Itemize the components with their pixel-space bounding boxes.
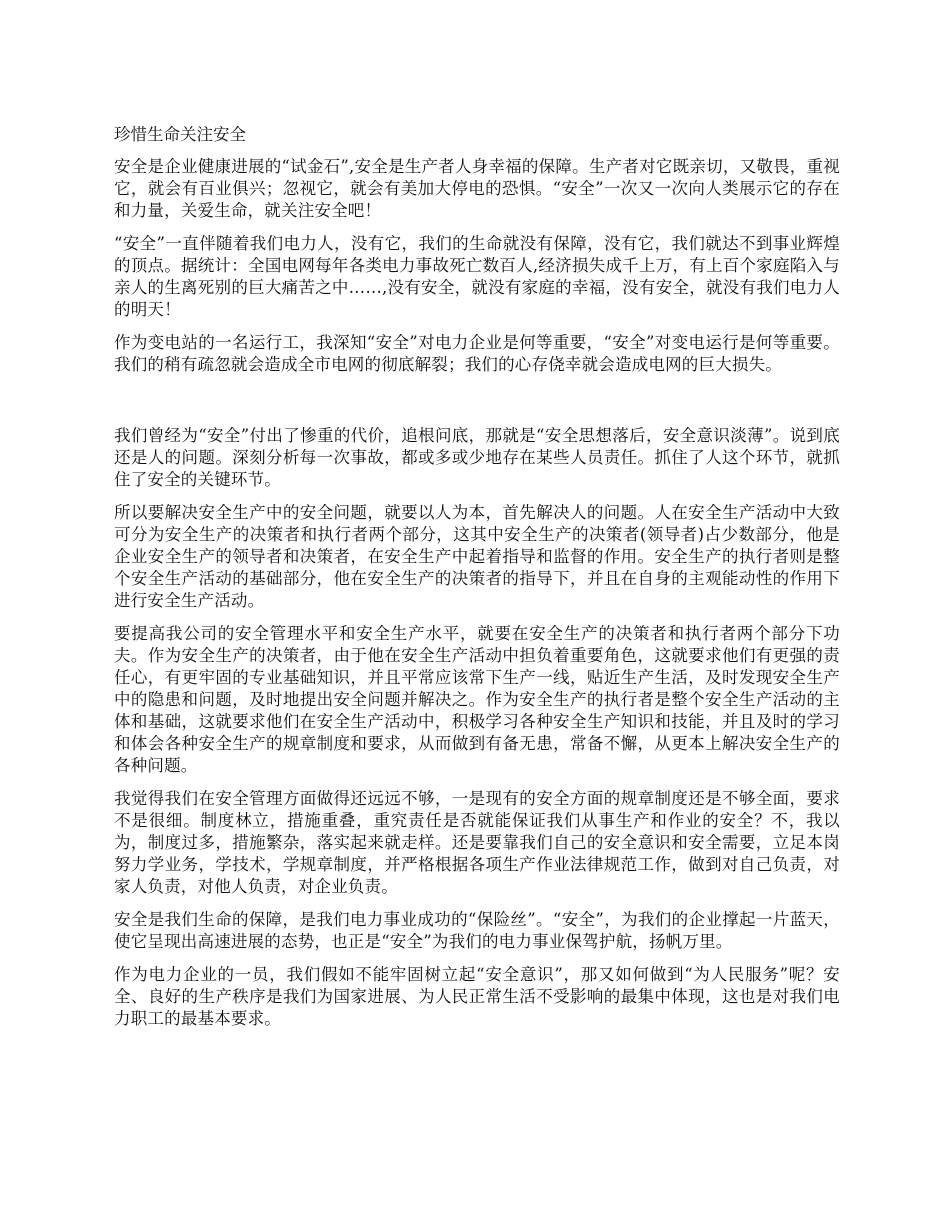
paragraph-7: 我觉得我们在安全管理方面做得还远远不够，一是现有的安全方面的规章制度还是不够全面，要求不是很细。制度林立，措施重叠，重究责任是否就能保证我们从事生产和作业的安全？不，我以为，制度过多，措施繁杂，落实起来就走样。还是要靠我们自己的安全意识和安全需要，立足本岗努力学业务，学技术，学规章制度，并严格根据各项生产作业法律规范工作，做到对自己负责，对家人负责，对他人负责，对企业负责。 [114,789,840,896]
paragraph-1: 安全是企业健康进展的“试金石”,安全是生产者人身幸福的保障。生产者对它既亲切，又敬畏，重视它，就会有百业俱兴；忽视它，就会有美加大停电的恐惧。“安全”一次又一次向人类展示它的存在和力量，关爱生命，就关注安全吧！ [114,157,840,220]
paragraph-5: 所以要解决安全生产中的安全问题，就要以人为本，首先解决人的问题。人在安全生产活动中大致可分为安全生产的决策者和执行者两个部分，这其中安全生产的决策者(领导者)占少数部分，他是企业安全生产的领导者和决策者，在安全生产中起着指导和监督的作用。安全生产的执行者则是整个安全生产活动的基础部分，他在安全生产的决策者的指导下，并且在自身的主观能动性的作用下进行安全生产活动。 [114,503,840,610]
document-title: 珍惜生命关注安全 [114,125,246,144]
paragraph-8: 安全是我们生命的保障，是我们电力事业成功的“保险丝”。“安全”，为我们的企业撑起一片蓝天，使它呈现出高速进展的态势，也正是“安全”为我们的电力事业保驾护航，扬帆万里。 [114,910,840,951]
paragraph-2: “安全”一直伴随着我们电力人，没有它，我们的生命就没有保障，没有它，我们就达不到事业辉煌的顶点。据统计：全国电网每年各类电力事故死亡数百人,经济损失成千上万，有上百个家庭陷入与亲人的生离死别的巨大痛苦之中……,没有安全，就没有家庭的幸福，没有安全，就没有我们电力人的明天！ [114,234,840,319]
document-body [114,124,840,1041]
section-gap [114,387,840,425]
paragraph-4: 我们曾经为“安全”付出了惨重的代价，追根问底，那就是“安全思想落后，安全意识淡薄”。说到底还是人的问题。深刻分析每一次事故，都或多或少地存在某些人员责任。抓住了人这个环节，就抓住了安全的关键环节。 [114,426,840,489]
paragraph-9: 作为电力企业的一员，我们假如不能牢固树立起“安全意识”，那又如何做到“为人民服务”呢？安全、良好的生产秩序是我们为国家进展、为人民正常生活不受影响的最集中体现，这也是对我们电力职工的最基本要求。 [114,965,840,1028]
paragraph-3: 作为变电站的一名运行工，我深知“安全”对电力企业是何等重要，“安全”对变电运行是何等重要。我们的稍有疏忽就会造成全市电网的彻底解裂；我们的心存侥幸就会造成电网的巨大损失。 [114,333,840,374]
paragraph-6: 要提高我公司的安全管理水平和安全生产水平，就要在安全生产的决策者和执行者两个部分下功夫。作为安全生产的决策者，由于他在安全生产活动中担负着重要角色，这就要求他们有更强的责任心，有更牢固的专业基础知识，并且平常应该常下生产一线，贴近生产生活，及时发现安全生产中的隐患和问题，及时地提出安全问题并解决之。作为安全生产的执行者是整个安全生产活动的主体和基础，这就要求他们在安全生产活动中，积极学习各种安全生产知识和技能，并且及时的学习和体会各种安全生产的规章制度和要求，从而做到有备无患，常备不懈，从更本上解决安全生产的各种问题。 [114,624,840,775]
